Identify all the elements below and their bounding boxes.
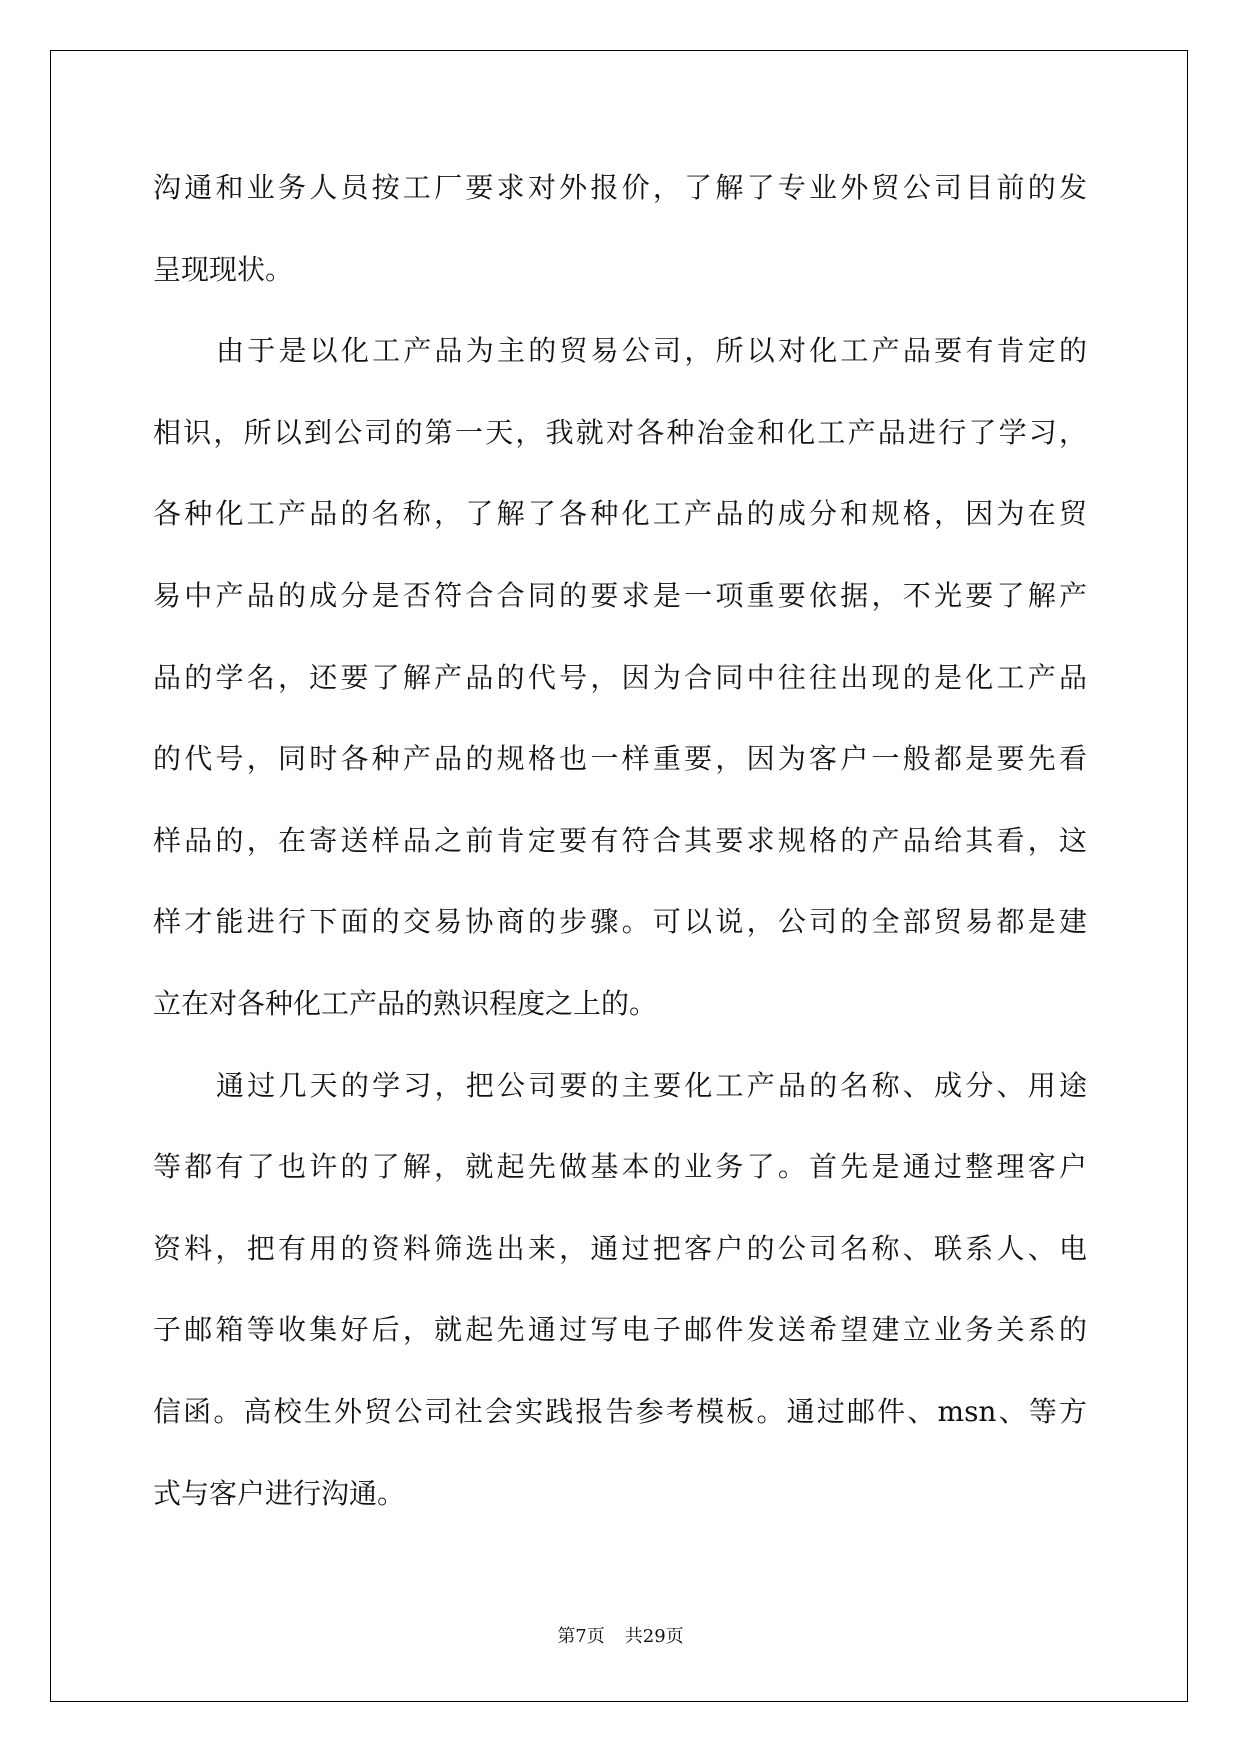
text-line: 的代号，同时各种产品的规格也一样重要，因为客户一般都是要先看 <box>153 742 1087 776</box>
text-line: 立在对各种化工产品的熟识程度之上的。 <box>153 986 658 1020</box>
text-line: 式与客户进行沟通。 <box>153 1476 406 1510</box>
text-line: 样品的，在寄送样品之前肯定要有符合其要求规格的产品给其看，这 <box>153 823 1087 857</box>
total-pages: 共29页 <box>624 1626 684 1647</box>
text-line: 相识，所以到公司的第一天，我就对各种冶金和化工产品进行了学习， <box>153 415 1087 449</box>
text-line: 通过几天的学习，把公司要的主要化工产品的名称、成分、用途 <box>216 1068 1087 1102</box>
text-line: 呈现现状。 <box>153 252 294 286</box>
text-line: 子邮箱等收集好后，就起先通过写电子邮件发送希望建立业务关系的 <box>153 1313 1087 1347</box>
text-line: 品的学名，还要了解产品的代号，因为合同中往往出现的是化工产品 <box>153 660 1087 694</box>
text-line: 等都有了也许的了解，就起先做基本的业务了。首先是通过整理客户 <box>153 1150 1087 1184</box>
text-line: 各种化工产品的名称，了解了各种化工产品的成分和规格，因为在贸 <box>153 497 1087 531</box>
text-line: 由于是以化工产品为主的贸易公司，所以对化工产品要有肯定的 <box>216 334 1087 368</box>
text-line: 信函。高校生外贸公司社会实践报告参考模板。通过邮件、msn、等方 <box>153 1394 1087 1428</box>
text-line: 沟通和业务人员按工厂要求对外报价，了解了专业外贸公司目前的发 <box>153 171 1087 204</box>
text-line: 资料，把有用的资料筛选出来，通过把客户的公司名称、联系人、电 <box>153 1231 1087 1265</box>
page-number: 第7页 <box>557 1626 605 1647</box>
text-line: 易中产品的成分是否符合合同的要求是一项重要依据，不光要了解产 <box>153 578 1087 612</box>
text-line: 样才能进行下面的交易协商的步骤。可以说，公司的全部贸易都是建 <box>153 905 1087 939</box>
page-footer <box>0 1625 1241 1649</box>
document-body <box>153 147 1087 1534</box>
